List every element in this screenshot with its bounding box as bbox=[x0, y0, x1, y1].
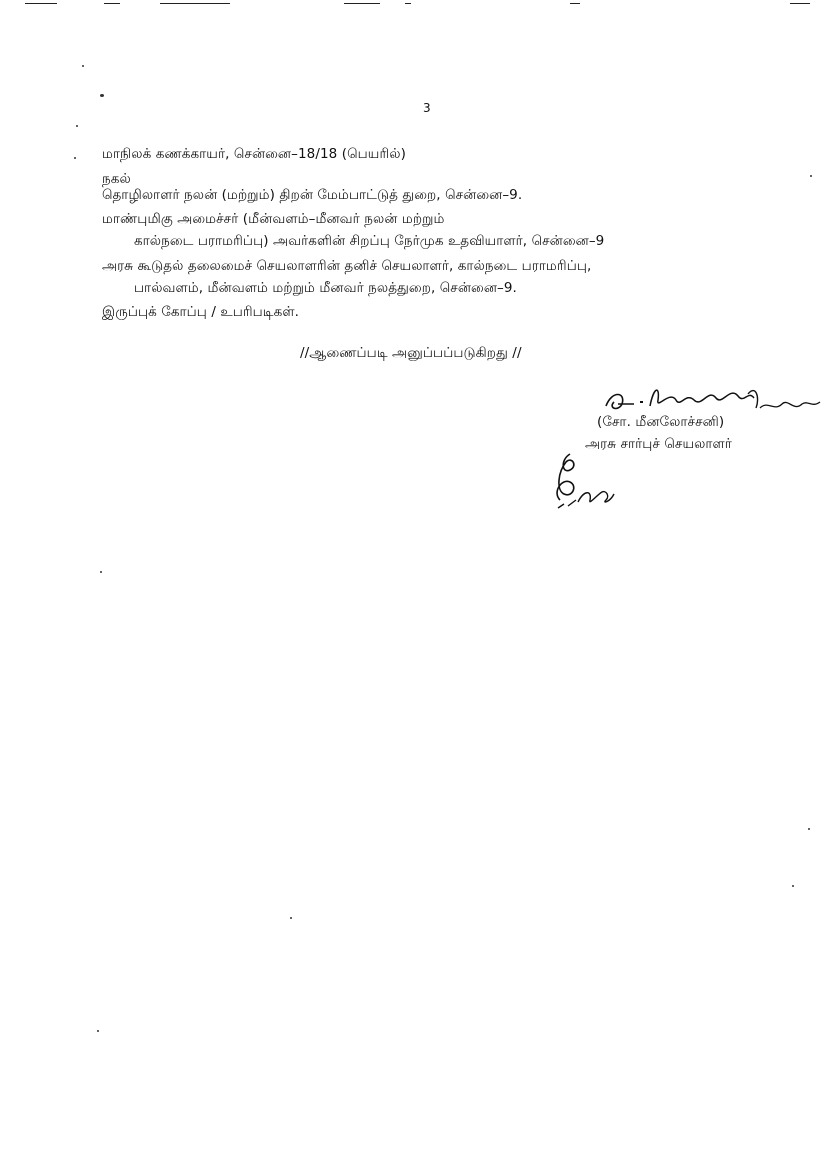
copy-to-line: மாண்புமிகு அமைச்சர் (மீன்வளம்–மீனவர் நலன் மற்றும் bbox=[102, 211, 445, 227]
scan-speck bbox=[290, 917, 292, 919]
scan-speck bbox=[74, 157, 76, 159]
page-number: 3 bbox=[423, 101, 431, 115]
copy-to-line: மாநிலக் கணக்காயர், சென்னை–18/18 (பெயரில்) bbox=[102, 146, 406, 162]
scan-mark bbox=[344, 3, 380, 4]
copy-to-line: தொழிலாளர் நலன் (மற்றும்) திறன் மேம்பாட்டுத் துறை, சென்னை–9. bbox=[102, 187, 523, 203]
copy-to-line: கால்நடை பராமரிப்பு) அவர்களின் சிறப்பு நேர்முக உதவியாளர், சென்னை–9 bbox=[134, 233, 605, 249]
scan-mark bbox=[104, 3, 120, 4]
scan-speck bbox=[810, 175, 812, 177]
scan-mark bbox=[570, 3, 580, 4]
scan-mark bbox=[790, 3, 810, 4]
scan-speck bbox=[97, 1030, 99, 1032]
scan-speck bbox=[808, 828, 810, 830]
scan-speck bbox=[76, 125, 78, 127]
copy-to-line: பால்வளம், மீன்வளம் மற்றும் மீனவர் நலத்துறை, சென்னை–9. bbox=[134, 280, 517, 296]
forwarded-line: //ஆணைப்படி அனுப்பப்படுகிறது // bbox=[300, 345, 522, 361]
scan-speck bbox=[100, 94, 104, 97]
signatory-designation: அரசு சார்புச் செயலாளர் bbox=[585, 436, 732, 452]
scan-speck bbox=[82, 65, 84, 67]
scan-mark bbox=[405, 3, 411, 4]
copy-to-line: இருப்புக் கோப்பு / உபரிபடிகள். bbox=[102, 304, 300, 320]
scan-speck bbox=[792, 885, 794, 887]
scan-mark bbox=[160, 3, 230, 4]
scan-mark bbox=[25, 3, 57, 4]
signatory-name: (சோ. மீனலோச்சனி) bbox=[597, 414, 725, 430]
copy-to-line: அரசு கூடுதல் தலைமைச் செயலாளரின் தனிச் செயலாளர், கால்நடை பராமரிப்பு, bbox=[102, 258, 592, 274]
copy-to-line: நகல் bbox=[102, 171, 131, 187]
scan-speck bbox=[100, 571, 102, 573]
initials-mark bbox=[548, 450, 618, 516]
